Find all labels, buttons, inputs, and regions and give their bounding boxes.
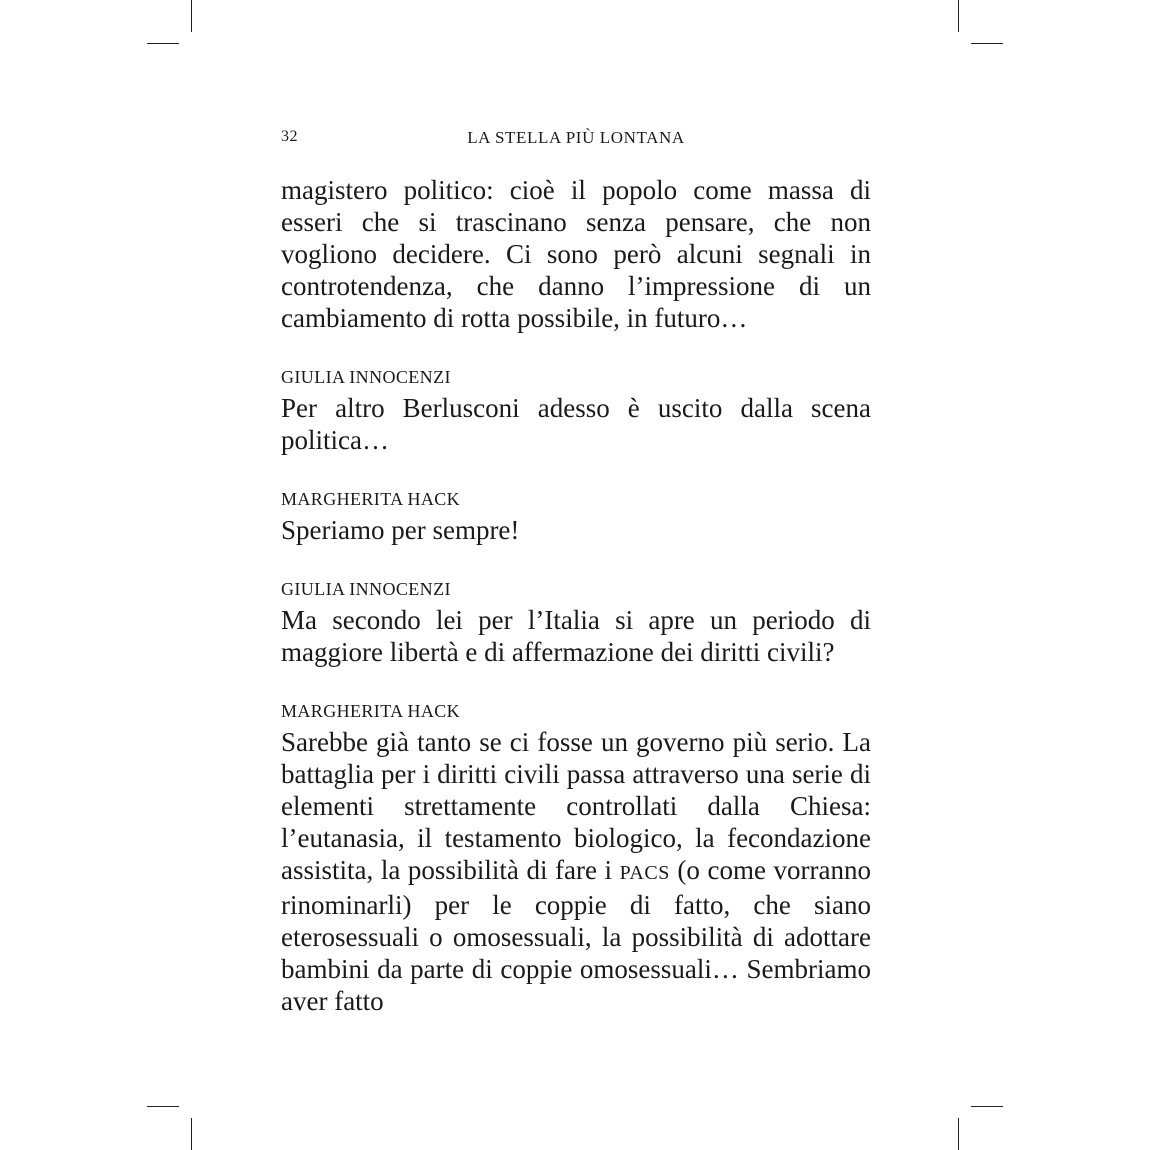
dialogue-text-part: (o come vorranno rinominarli) per le coppie di fatto, che siano eterosessuali o omosessuali, la possibilità di adottare bambini da parte di coppie omosessuali… Sembriamo aver fatto [281,855,871,1016]
speaker-name: GIULIA INNOCENZI [281,367,451,387]
dialogue-text: Per altro Berlusconi adesso è uscito dalla scena politica… [281,393,871,455]
crop-mark-top-right-v [958,0,959,32]
crop-mark-bottom-right-h [971,1106,1003,1107]
speaker-name: MARGHERITA HACK [281,701,461,721]
speaker-name: MARGHERITA HACK [281,489,461,509]
dialogue-entry [281,366,871,456]
crop-mark-top-left-h [147,43,179,44]
dialogue-text: Ma secondo lei per l’Italia si apre un periodo di maggiore libertà e di affermazione dei diritti civili? [281,605,871,667]
running-title: LA STELLA PIÙ LONTANA [467,128,685,147]
acronym-smallcaps: PACS [619,862,670,884]
dialogue-entry [281,488,871,546]
page-number: 32 [281,128,298,145]
dialogue-text [281,726,871,1017]
dialogue-entry [281,700,871,1017]
dialogue-entry [281,578,871,668]
crop-mark-bottom-left-h [147,1106,179,1107]
page-header [281,128,871,150]
dialogue-text-part: Sarebbe già tanto se ci fosse un governo più serio. La battaglia per i diritti civili passa attraverso una serie di elementi strettamente controllati dalla Chiesa: l’eutanasia, il testamento biologico, la fecondazione assistita, la possibilità di fare i [281,727,871,885]
dialogue-text: Speriamo per sempre! [281,515,520,545]
crop-mark-bottom-left-v [191,1118,192,1150]
crop-mark-bottom-right-v [958,1118,959,1150]
speaker-name: GIULIA INNOCENZI [281,579,451,599]
opening-paragraph: magistero politico: cioè il popolo come massa di esseri che si trascinano senza pensare, che non vogliono decidere. Ci sono però alcuni segnali in controtendenza, che danno l’impressione di un cambiamento di rotta possibile, in futuro… [281,175,871,333]
crop-mark-top-left-v [191,0,192,32]
crop-mark-top-right-h [971,43,1003,44]
page-body [281,174,871,1017]
